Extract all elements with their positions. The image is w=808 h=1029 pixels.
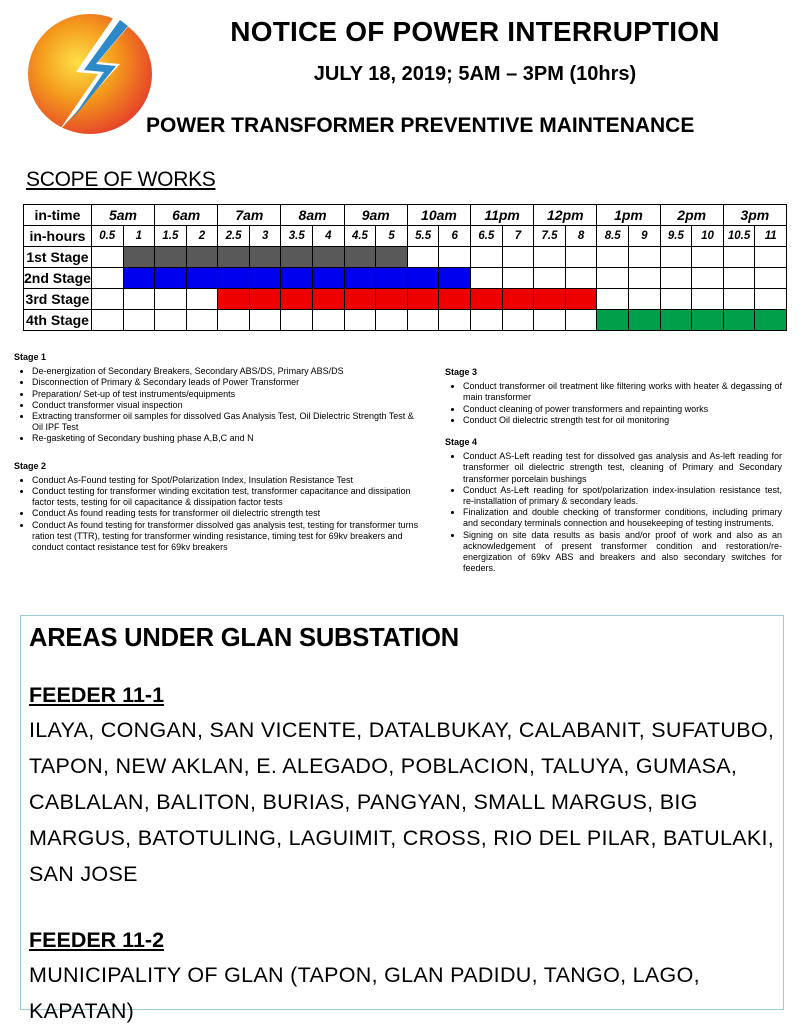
schedule-cell — [344, 289, 376, 310]
stage1-title: Stage 1 — [14, 352, 47, 362]
schedule-cell — [123, 247, 155, 268]
schedule-cell — [502, 289, 534, 310]
schedule-cell — [692, 247, 724, 268]
schedule-cell — [344, 310, 376, 331]
schedule-cell — [471, 247, 503, 268]
time-header-cell: 5am — [91, 205, 154, 226]
schedule-cell — [249, 310, 281, 331]
hour-header-cell: 5.5 — [407, 226, 439, 247]
hours-row — [24, 226, 787, 247]
hour-header-cell: 3.5 — [281, 226, 313, 247]
schedule-cell — [439, 268, 471, 289]
stage-row-label: 4th Stage — [24, 310, 92, 331]
hour-header-cell: 2 — [186, 226, 218, 247]
schedule-cell — [376, 310, 408, 331]
schedule-cell — [218, 247, 250, 268]
time-header-cell: 2pm — [660, 205, 723, 226]
hour-header-cell: 1 — [123, 226, 155, 247]
schedule-cell — [344, 268, 376, 289]
schedule-cell — [344, 247, 376, 268]
schedule-cell — [597, 289, 629, 310]
schedule-cell — [313, 268, 345, 289]
schedule-cell — [186, 310, 218, 331]
list-item: • Conduct Oil dielectric strength test for oil monitoring — [463, 415, 782, 426]
hour-header-cell: 11 — [755, 226, 787, 247]
maintenance-subtitle: POWER TRANSFORMER PREVENTIVE MAINTENANCE — [146, 114, 695, 137]
schedule-cell — [123, 310, 155, 331]
schedule-cell — [407, 289, 439, 310]
list-item: • Conduct As found testing for transformer dissolved gas analysis test, testing for transformer turns ration test (TTR), testing for transformer winding resistance, timing test for 69kv breakers and conduct contact resistance test for 69kv breakers — [32, 520, 426, 554]
feeder1-line: CABLALAN, BALITON, BURIAS, PANGYAN, SMALL MARGUS, BIG — [29, 790, 698, 814]
schedule-cell — [502, 310, 534, 331]
schedule-cell — [218, 289, 250, 310]
schedule-cell — [597, 268, 629, 289]
schedule-cell — [629, 247, 661, 268]
hour-header-cell: 10 — [692, 226, 724, 247]
feeder1-title: FEEDER 11-1 — [29, 683, 165, 707]
list-item: • Signing on site data results as basis and/or proof of work and also as an acknowledgement of present transformer condition and restoration/re-energization of 69kv ABS and breakers and also secondary switches for feeders. — [463, 530, 782, 575]
schedule-cell — [439, 289, 471, 310]
schedule-cell — [155, 310, 187, 331]
schedule-cell — [281, 247, 313, 268]
notice-title: NOTICE OF POWER INTERRUPTION — [230, 16, 720, 47]
stage-row — [24, 310, 787, 331]
interruption-date: JULY 18, 2019; 5AM – 3PM (10hrs) — [313, 63, 637, 85]
schedule-cell — [91, 268, 123, 289]
time-header-cell: 12pm — [534, 205, 597, 226]
list-item: • Re-gasketing of Secondary bushing phase A,B,C and N — [32, 433, 426, 444]
areas-title: AREAS UNDER GLAN SUBSTATION — [29, 624, 459, 652]
schedule-cell — [123, 268, 155, 289]
schedule-cell — [692, 310, 724, 331]
stage-list-left — [14, 352, 426, 553]
hour-header-cell: 8.5 — [597, 226, 629, 247]
schedule-cell — [249, 289, 281, 310]
hour-header-cell: 6 — [439, 226, 471, 247]
schedule-cell — [218, 310, 250, 331]
list-item: • Extracting transformer oil samples for dissolved Gas Analysis Test, Oil Dielectric Strength Test & Oil IPF Test — [32, 411, 426, 433]
hours-row-label: in-hours — [24, 226, 92, 247]
hour-header-cell: 10.5 — [723, 226, 755, 247]
schedule-cell — [502, 247, 534, 268]
stage-row-label: 2nd Stage — [24, 268, 92, 289]
schedule-cell — [597, 247, 629, 268]
schedule-table — [23, 204, 787, 331]
time-row — [24, 205, 787, 226]
stage2-title: Stage 2 — [14, 460, 47, 471]
schedule-cell — [597, 310, 629, 331]
schedule-cell — [723, 289, 755, 310]
company-logo — [24, 8, 156, 138]
schedule-cell — [123, 289, 155, 310]
hour-header-cell: 3 — [249, 226, 281, 247]
schedule-cell — [313, 289, 345, 310]
schedule-cell — [376, 247, 408, 268]
schedule-cell — [723, 247, 755, 268]
schedule-cell — [565, 289, 597, 310]
schedule-cell — [281, 310, 313, 331]
schedule-cell — [155, 289, 187, 310]
feeder2-line: MUNICIPALITY OF GLAN (TAPON, GLAN PADIDU, TANGO, LAGO, — [29, 963, 700, 987]
feeder1-line: SAN JOSE — [29, 862, 138, 886]
schedule-cell — [91, 289, 123, 310]
schedule-cell — [376, 268, 408, 289]
stage-row — [24, 268, 787, 289]
stage3-title: Stage 3 — [445, 367, 478, 377]
schedule-cell — [755, 247, 787, 268]
hour-header-cell: 0.5 — [91, 226, 123, 247]
feeder1-areas — [29, 712, 783, 892]
stage2-list — [14, 475, 426, 553]
time-header-cell: 10am — [407, 205, 470, 226]
schedule-cell — [565, 310, 597, 331]
schedule-cell — [692, 289, 724, 310]
hour-header-cell: 4.5 — [344, 226, 376, 247]
feeder1-line: ILAYA, CONGAN, SAN VICENTE, DATALBUKAY, CALABANIT, SUFATUBO, — [29, 718, 775, 742]
schedule-cell — [723, 310, 755, 331]
hour-header-cell: 4 — [313, 226, 345, 247]
stage3-list — [445, 381, 782, 426]
list-item: • Conduct testing for transformer winding excitation test, transformer capacitance and dissipation factor tests, testing for oil capacitance & dissipation factor tests — [32, 486, 426, 508]
hour-header-cell: 5 — [376, 226, 408, 247]
hour-header-cell: 6.5 — [471, 226, 503, 247]
schedule-cell — [692, 268, 724, 289]
feeder2-title: FEEDER 11-2 — [29, 928, 165, 952]
schedule-cell — [660, 289, 692, 310]
schedule-cell — [407, 268, 439, 289]
feeder1-line: MARGUS, BATOTULING, LAGUIMIT, CROSS, RIO DEL PILAR, BATULAKI, — [29, 826, 775, 850]
list-item: • Preparation/ Set-up of test instruments/equipments — [32, 389, 426, 400]
hour-header-cell: 1.5 — [155, 226, 187, 247]
list-item: • Conduct transformer oil treatment like filtering works with heater & degassing of main transformer — [463, 381, 782, 403]
schedule-cell — [186, 247, 218, 268]
schedule-cell — [534, 289, 566, 310]
schedule-cell — [565, 268, 597, 289]
schedule-cell — [534, 268, 566, 289]
schedule-cell — [313, 247, 345, 268]
schedule-cell — [249, 247, 281, 268]
list-item: • Conduct As-Found testing for Spot/Polarization Index, Insulation Resistance Test — [32, 475, 426, 486]
schedule-cell — [502, 268, 534, 289]
stage-list-right — [445, 367, 782, 574]
time-header-cell: 9am — [344, 205, 407, 226]
feeder2-areas — [29, 957, 783, 1029]
time-header-cell: 11pm — [471, 205, 534, 226]
scope-heading: SCOPE OF WORKS — [26, 168, 216, 191]
schedule-cell — [660, 247, 692, 268]
hour-header-cell: 7.5 — [534, 226, 566, 247]
hour-header-cell: 2.5 — [218, 226, 250, 247]
schedule-cell — [155, 247, 187, 268]
list-item: • Conduct As-Left reading for spot/polarization index-insulation resistance test, re-installation of primary & secondary leads. — [463, 485, 782, 507]
hour-header-cell: 9.5 — [660, 226, 692, 247]
time-header-cell: 6am — [155, 205, 218, 226]
schedule-cell — [313, 310, 345, 331]
schedule-cell — [249, 268, 281, 289]
feeder1-line: TAPON, NEW AKLAN, E. ALEGADO, POBLACION, TALUYA, GUMASA, — [29, 754, 738, 778]
schedule-cell — [281, 289, 313, 310]
schedule-cell — [629, 289, 661, 310]
schedule-cell — [407, 310, 439, 331]
schedule-cell — [565, 247, 597, 268]
schedule-cell — [186, 289, 218, 310]
schedule-cell — [471, 310, 503, 331]
feeder2-line: KAPATAN) — [29, 999, 135, 1023]
stage1-list — [14, 366, 426, 444]
schedule-cell — [660, 310, 692, 331]
schedule-cell — [755, 289, 787, 310]
schedule-cell — [281, 268, 313, 289]
list-item: • Conduct transformer visual inspection — [32, 400, 426, 411]
stage-row-label: 3rd Stage — [24, 289, 92, 310]
list-item: • De-energization of Secondary Breakers, Secondary ABS/DS, Primary ABS/DS — [32, 366, 426, 377]
stage-row — [24, 289, 787, 310]
stage4-title: Stage 4 — [445, 437, 478, 448]
schedule-cell — [471, 268, 503, 289]
hour-header-cell: 9 — [629, 226, 661, 247]
schedule-cell — [629, 310, 661, 331]
hour-header-cell: 7 — [502, 226, 534, 247]
schedule-cell — [471, 289, 503, 310]
schedule-cell — [629, 268, 661, 289]
schedule-cell — [91, 310, 123, 331]
stage-row-label: 1st Stage — [24, 247, 92, 268]
list-item: • Conduct AS-Left reading test for dissolved gas analysis and As-left reading for transformer oil dielectric strength test, cleaning of Primary and Secondary transformer porcelain bushings — [463, 451, 782, 485]
list-item: • Conduct As found reading tests for transformer oil dielectric strength test — [32, 508, 426, 519]
stage-row — [24, 247, 787, 268]
time-row-label: in-time — [24, 205, 92, 226]
schedule-cell — [439, 310, 471, 331]
schedule-cell — [91, 247, 123, 268]
schedule-cell — [723, 268, 755, 289]
schedule-cell — [186, 268, 218, 289]
time-header-cell: 1pm — [597, 205, 660, 226]
time-header-cell: 8am — [281, 205, 344, 226]
schedule-cell — [439, 247, 471, 268]
schedule-cell — [534, 310, 566, 331]
schedule-cell — [218, 268, 250, 289]
areas-panel — [20, 615, 784, 1023]
schedule-cell — [755, 268, 787, 289]
stage4-list — [445, 451, 782, 574]
time-header-cell: 7am — [218, 205, 281, 226]
time-header-cell: 3pm — [723, 205, 786, 226]
hour-header-cell: 8 — [565, 226, 597, 247]
list-item: • Conduct cleaning of power transformers and repainting works — [463, 404, 782, 415]
schedule-cell — [534, 247, 566, 268]
list-item: • Finalization and double checking of transformer conditions, including primary and secondary terminals connection and housekeeping of testing instruments. — [463, 507, 782, 529]
schedule-cell — [660, 268, 692, 289]
schedule-cell — [755, 310, 787, 331]
schedule-cell — [407, 247, 439, 268]
list-item: • Disconnection of Primary & Secondary leads of Power Transformer — [32, 377, 426, 388]
schedule-cell — [155, 268, 187, 289]
schedule-cell — [376, 289, 408, 310]
